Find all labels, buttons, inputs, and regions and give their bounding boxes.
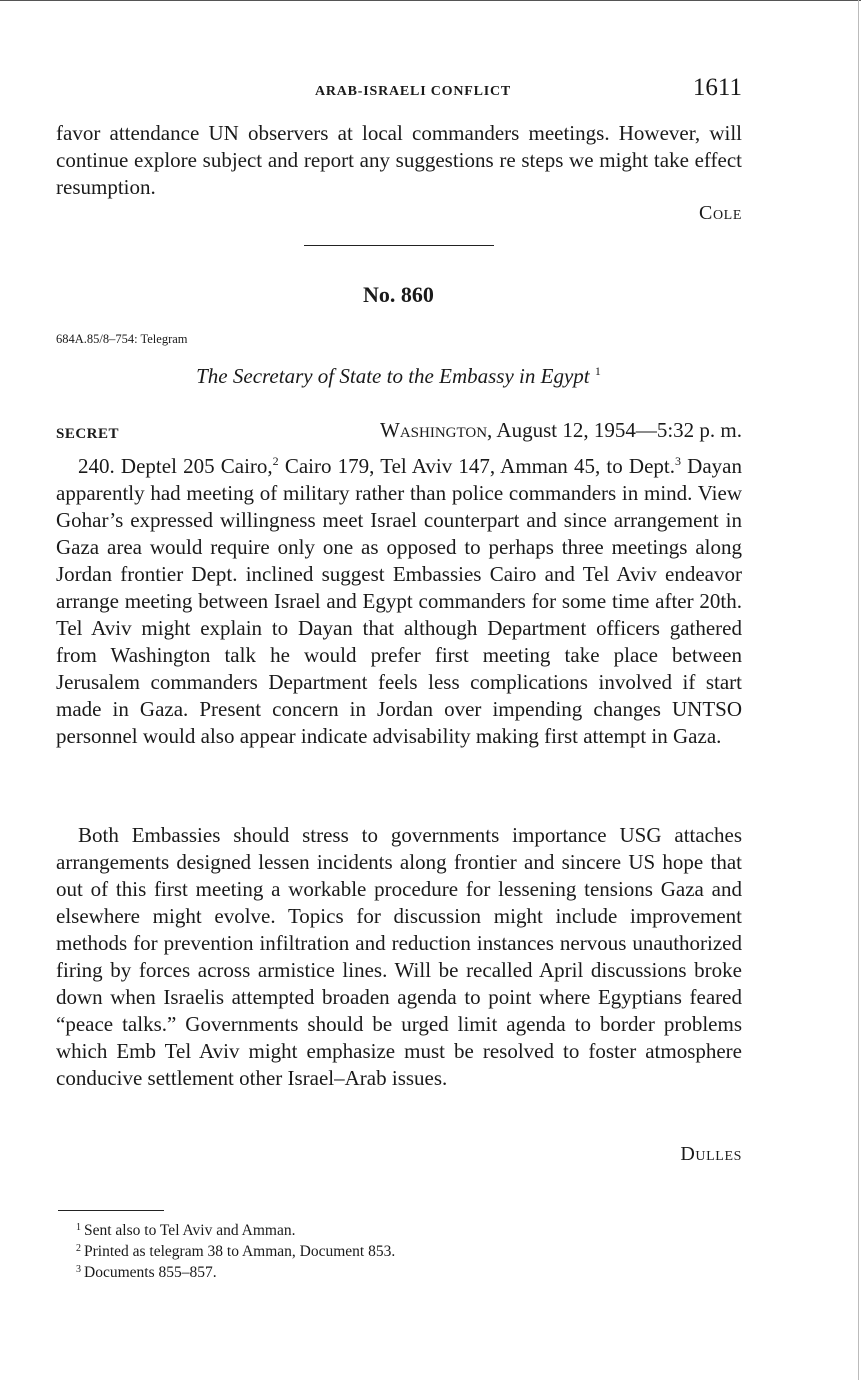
body-paragraph-1	[56, 453, 742, 750]
footnote-ref-3: 3	[675, 454, 681, 468]
page-number: 1611	[692, 74, 742, 101]
footnote-text: Sent also to Tel Aviv and Amman.	[84, 1222, 296, 1239]
body-paragraph-2: Both Embassies should stress to governments importance USG attaches arrangements designed lessen incidents along frontier and sincere US hope that out of this first meeting a workable procedure for lessening tensions Gaza and elsewhere might evolve. Topics for discussion might include improvement methods for prevention infiltration and reduction instances nervous unauthorized firing by forces across armistice lines. Will be recalled April discussions broke down when Israelis attempted broaden agenda to point where Egyptians feared “peace talks.” Governments should be urged limit agenda to border problems which Emb Tel Aviv might emphasize must be resolved to foster atmosphere conducive settlement other Israel–Arab issues.	[56, 823, 742, 1090]
document-title-text: The Secretary of State to the Embassy in Egypt	[196, 364, 590, 388]
section-divider	[304, 245, 494, 246]
footnote-mark: 2	[76, 1243, 81, 1254]
running-title: ARAB-ISRAELI CONFLICT	[314, 84, 512, 99]
date-place	[380, 418, 742, 443]
document-title	[0, 364, 797, 389]
footnote-mark: 1	[76, 1222, 81, 1233]
paragraph-1-lead: 240. Deptel 205 Cairo,	[78, 454, 273, 478]
footnote	[76, 1262, 395, 1283]
dateline-date: August 12, 1954—5:32 p. m.	[496, 418, 742, 442]
paragraph-1-rest: Dayan apparently had meeting of military rather than police commanders in mind. View Gohar’s expressed willingness meet Israel counterpart and since arrangement in Gaza area would require only one as opposed to perhaps three meetings along Jordan frontier Dept. inclined suggest Embassies Cairo and Tel Aviv endeavor arrange meeting between Israel and Egypt commanders for some time after 20th. Tel Aviv might explain to Dayan that although Department officers gathered from Washington talk he would prefer first meeting take place between Jerusalem commanders Department feels less complications involved if start made in Gaza. Present concern in Jordan over impending changes UNTSO personnel would also appear indicate advisability making first attempt in Gaza.	[56, 454, 742, 748]
footnote	[76, 1220, 395, 1241]
continued-paragraph: favor attendance UN observers at local commanders meetings. However, will continue explore subject and report any suggestions re steps we might take effect resumption.	[56, 121, 742, 199]
signature-cole: Cole	[699, 202, 742, 224]
classification: SECRET	[56, 426, 120, 442]
footnote-ref-2: 2	[272, 454, 279, 468]
footnote-text: Documents 855–857.	[84, 1264, 217, 1281]
signature-dulles: Dulles	[680, 1143, 742, 1165]
title-footnote-marker: 1	[594, 364, 601, 378]
footnote-mark: 3	[76, 1264, 81, 1275]
document-number: No. 860	[363, 282, 434, 307]
page-top-rule	[0, 0, 861, 1]
footnote-rule	[58, 1210, 164, 1211]
running-header	[56, 74, 742, 108]
file-reference: 684A.85/8–754: Telegram	[56, 332, 188, 346]
footnote	[76, 1241, 395, 1262]
dateline-city: Washington,	[380, 418, 493, 442]
dateline	[56, 418, 742, 446]
footnotes	[76, 1220, 395, 1283]
footnote-text: Printed as telegram 38 to Amman, Document 853.	[84, 1243, 396, 1260]
page-edge	[858, 0, 859, 1380]
paragraph-1-middle: Cairo 179, Tel Aviv 147, Amman 45, to Dept.	[278, 454, 675, 478]
